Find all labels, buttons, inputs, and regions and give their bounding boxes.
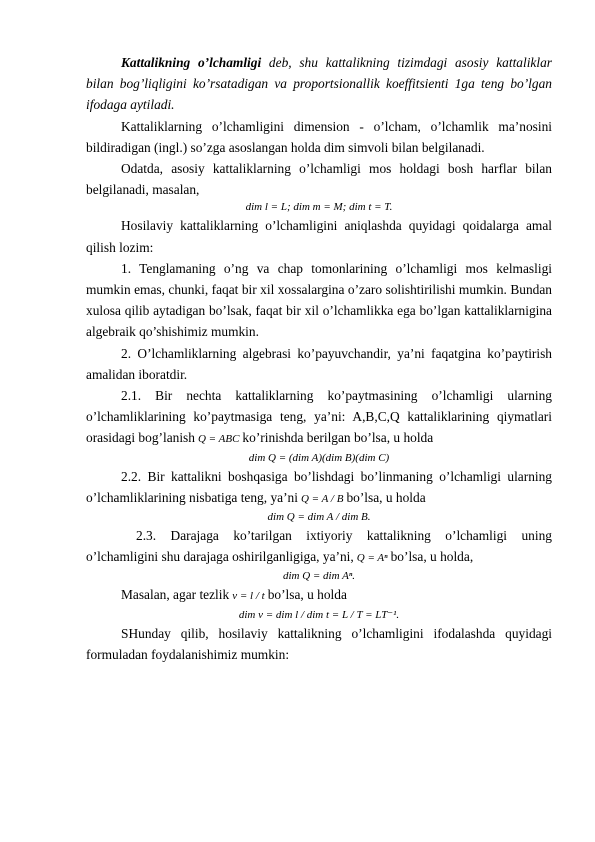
- intro-paragraph: [86, 52, 552, 116]
- rule-1: 1. Tenglamaning o’ng va chap tomonlarining o’lchamligi mos kelmasligi mumkin emas, chunki, faqat bir xil xossalargina o’zaro solishtirilishi mumkin. Bundan xulosa qilib aytadigan bo’lsak, faqat bir xil o’lchamlikka ega bo’lgan kattaliklarnigina algebraik qo’shishimiz mumkin.: [86, 260, 552, 340]
- paragraph-base-quantities: Odatda, asosiy kattaliklarning o’lchamligi mos holdagi bosh harflar bilan belgilanadi, masalan,: [86, 161, 552, 198]
- inline-formula-quotient: Q = A / B: [300, 492, 344, 505]
- formula-velocity-dimension: dim v = dim l / dim t = L / T = LT⁻¹.: [238, 608, 400, 621]
- formula-power-dimension: dim Q = dim Aⁿ.: [282, 570, 356, 583]
- inline-formula-power: Q = Aⁿ: [356, 552, 388, 565]
- example-tail: bo’lsa, u holda: [267, 587, 347, 603]
- rule-2-2-tail: bo’lsa, u holda: [346, 489, 426, 505]
- inline-formula-product: Q = ABC: [197, 433, 240, 446]
- rule-2: 2. O’lchamliklarning algebrasi ko’payuvchandir, ya’ni faqatgina ko’paytirish amalidan iboratdir.: [86, 345, 552, 382]
- document-page: [86, 52, 552, 665]
- rule-2-2-text: 2.2. Bir kattalikni boshqasiga bo’lishdagi bo’linmaning o’lchamligi ularning o’lchamliklarining nisbatiga teng, ya’ni: [86, 468, 552, 505]
- rule-2-1: [86, 385, 552, 451]
- rule-2-1-tail: ko’rinishda berilgan bo’lsa, u holda: [242, 430, 434, 446]
- inline-formula-velocity: v = l / t: [232, 590, 265, 603]
- example-text: Masalan, agar tezlik: [121, 587, 230, 603]
- formula-product-dimension: dim Q = (dim A)(dim B)(dim C): [248, 451, 390, 464]
- intro-text: deb, shu kattalikning tizimdagi asosiy kattaliklar bilan bog’liqligini ko’rsatadigan va proportsionallik koeffitsienti 1ga teng bo’lgan ifodaga aytiladi.: [86, 55, 552, 113]
- rule-2-1-text: 2.1. Bir nechta kattaliklarning ko’paytmasining o’lchamligi ularning o’lchamliklarining ko’paytmasiga teng, ya’ni: A,B,C,Q kattaliklarining qiymatlari orasidagi bog’lanish: [86, 388, 552, 446]
- paragraph-rules-intro: Hosilaviy kattaliklarning o’lchamligini aniqlashda quyidagi qoidalarga amal qilish lozim:: [86, 218, 552, 255]
- paragraph-conclusion: SHunday qilib, hosilaviy kattalikning o’lchamligini ifodalashda quyidagi formuladan foydalanishimiz mumkin:: [86, 625, 552, 662]
- example-velocity: [86, 584, 552, 607]
- rule-2-3: [86, 525, 552, 569]
- term-heading: Kattalikning o’lchamligi: [121, 55, 262, 70]
- rule-2-3-tail: bo’lsa, u holda,: [390, 549, 474, 565]
- formula-base-dimensions: dim l = L; dim m = M; dim t = T.: [245, 201, 393, 214]
- formula-quotient-dimension: dim Q = dim A / dim B.: [267, 511, 371, 524]
- paragraph-dimension: Kattaliklarning o’lchamligini dimension - o’lcham, o’lchamlik ma’nosini bildiradigan (ingl.) so’zga asoslangan holda dim simvoli bilan belgilanadi.: [86, 118, 552, 155]
- rule-2-3-text: 2.3. Darajaga ko’tarilgan ixtiyoriy kattalikning o’lchamligi uning o’lchamligini shu darajaga oshirilganligiga, ya’ni,: [86, 528, 552, 565]
- rule-2-2: [86, 466, 552, 510]
